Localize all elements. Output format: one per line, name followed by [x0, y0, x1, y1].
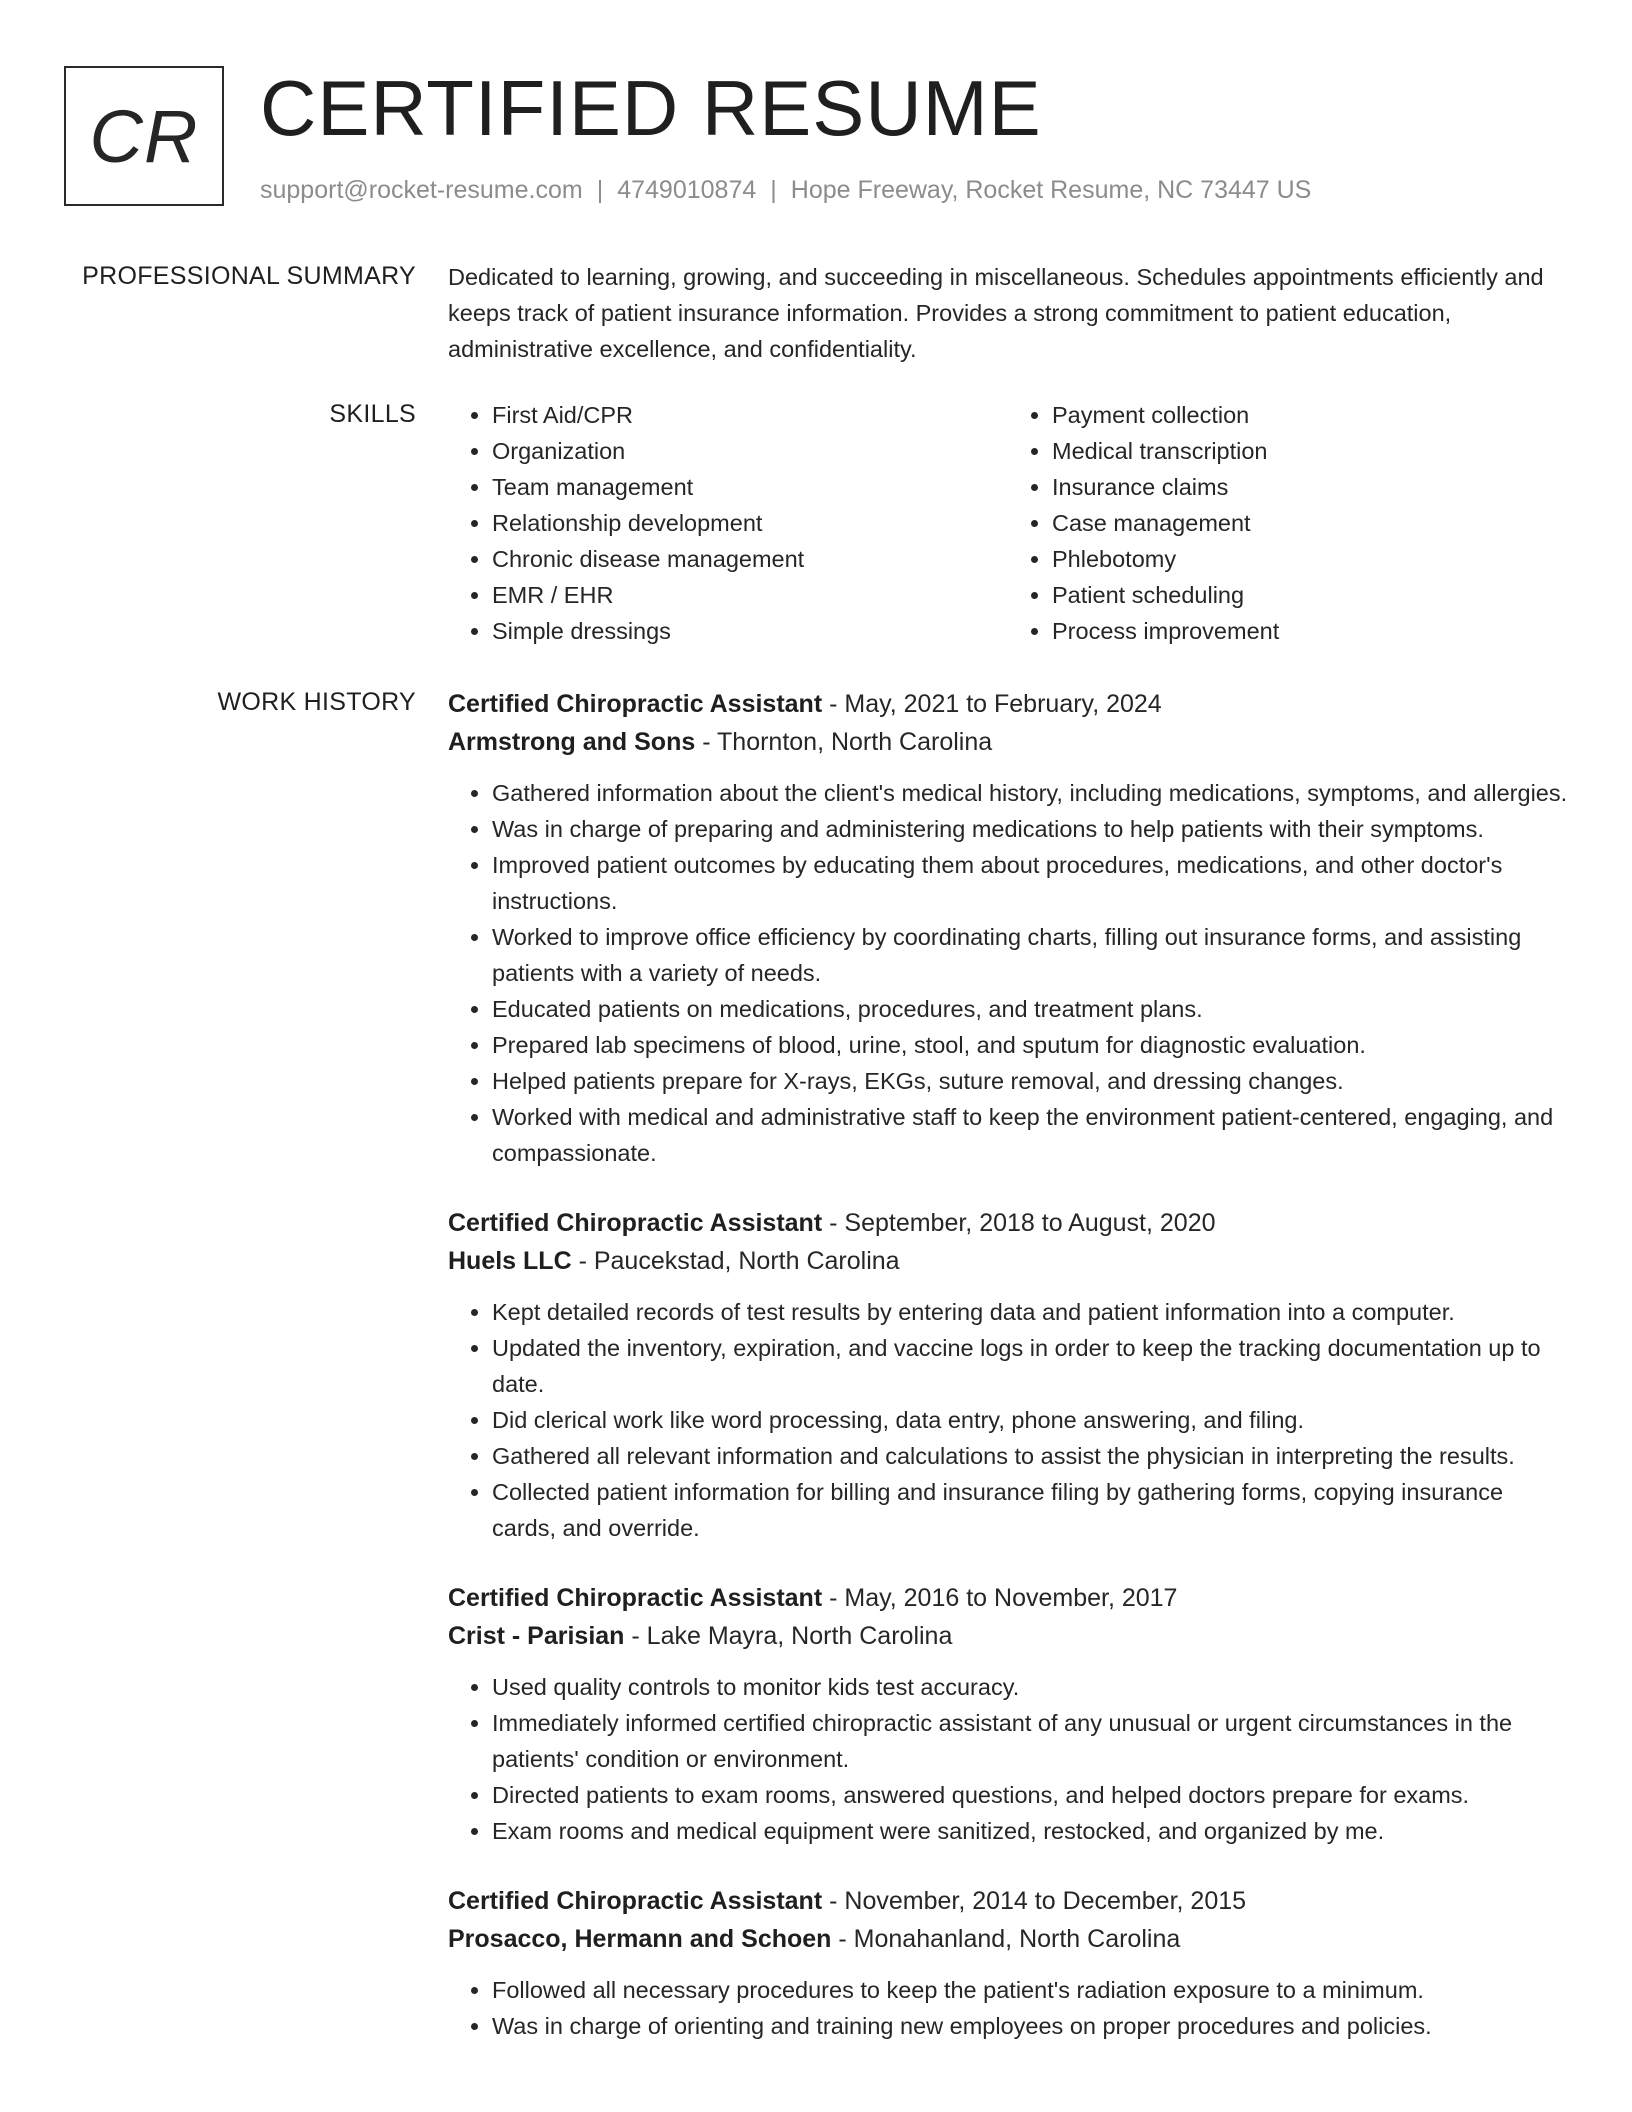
- job-company: Armstrong and Sons: [448, 728, 696, 756]
- job-duty-item: • Helped patients prepare for X-rays, EKGs, suture removal, and dressing changes.: [492, 1063, 1568, 1099]
- contact-separator: |: [770, 176, 777, 204]
- summary-heading: PROFESSIONAL SUMMARY: [82, 262, 416, 290]
- job-title-line: [448, 1882, 1568, 1920]
- skill-item: • Medical transcription: [1052, 433, 1568, 469]
- contact-address: Hope Freeway, Rocket Resume, NC 73447 US: [790, 176, 1312, 204]
- resume-header: [64, 66, 1568, 210]
- job-dates: - November, 2014 to December, 2015: [822, 1887, 1247, 1915]
- skill-item: • Process improvement: [1052, 613, 1568, 649]
- skill-item: • Team management: [492, 469, 1008, 505]
- job-duties-list: [448, 1972, 1568, 2044]
- job-location: - Paucekstad, North Carolina: [571, 1247, 900, 1275]
- job-dates: - September, 2018 to August, 2020: [822, 1209, 1216, 1237]
- monogram-logo: CR: [64, 66, 224, 206]
- job-dates: - May, 2016 to November, 2017: [822, 1584, 1178, 1612]
- job-duty-item: • Directed patients to exam rooms, answered questions, and helped doctors prepare for exams.: [492, 1777, 1568, 1813]
- job-duties-list: [448, 1294, 1568, 1546]
- job-company: Prosacco, Hermann and Schoen: [448, 1925, 832, 1953]
- job-duty-item: • Immediately informed certified chiropractic assistant of any unusual or urgent circumstances in the patients' condition or environment.: [492, 1705, 1568, 1777]
- job-duty-item: • Was in charge of preparing and administering medications to help patients with their symptoms.: [492, 811, 1568, 847]
- skill-item: • Simple dressings: [492, 613, 1008, 649]
- skill-item: • Case management: [1052, 505, 1568, 541]
- job-duty-item: • Used quality controls to monitor kids test accuracy.: [492, 1669, 1568, 1705]
- job-company: Huels LLC: [448, 1247, 572, 1275]
- job-title: Certified Chiropractic Assistant: [448, 1584, 823, 1612]
- job-duty-item: • Collected patient information for billing and insurance filing by gathering forms, copying insurance cards, and override.: [492, 1474, 1568, 1546]
- job-duty-item: • Followed all necessary procedures to keep the patient's radiation exposure to a minimum.: [492, 1972, 1568, 2008]
- contact-line: [260, 174, 1311, 206]
- job-title: Certified Chiropractic Assistant: [448, 1887, 823, 1915]
- job-title-line: [448, 685, 1568, 723]
- job-duty-item: • Worked to improve office efficiency by coordinating charts, filling out insurance forms, and assisting patients with a variety of needs.: [492, 919, 1568, 991]
- skill-item: • EMR / EHR: [492, 577, 1008, 613]
- skill-item: • Phlebotomy: [1052, 541, 1568, 577]
- job-entry: [448, 1204, 1568, 1546]
- skills-body: [448, 397, 1568, 649]
- job-duty-item: • Kept detailed records of test results by entering data and patient information into a computer.: [492, 1294, 1568, 1330]
- job-duty-item: • Was in charge of orienting and training new employees on proper procedures and policies.: [492, 2008, 1568, 2044]
- contact-email[interactable]: support@rocket-resume.com: [260, 176, 583, 204]
- job-duty-item: • Updated the inventory, expiration, and vaccine logs in order to keep the tracking documentation up to date.: [492, 1330, 1568, 1402]
- job-duty-item: • Gathered all relevant information and calculations to assist the physician in interpreting the results.: [492, 1438, 1568, 1474]
- job-duties-list: [448, 775, 1568, 1171]
- work-history-body: [448, 685, 1568, 2077]
- job-duty-item: • Did clerical work like word processing, data entry, phone answering, and filing.: [492, 1402, 1568, 1438]
- skill-item: • Insurance claims: [1052, 469, 1568, 505]
- job-location: - Thornton, North Carolina: [695, 728, 993, 756]
- job-duties-list: [448, 1669, 1568, 1849]
- job-title-line: [448, 1579, 1568, 1617]
- job-entry: [448, 1579, 1568, 1849]
- job-title: Certified Chiropractic Assistant: [448, 690, 823, 718]
- summary-body: [448, 259, 1568, 367]
- skill-item: • First Aid/CPR: [492, 397, 1008, 433]
- skills-list-right: [1008, 397, 1568, 649]
- skills-list-left: [448, 397, 1008, 649]
- job-entry: [448, 685, 1568, 1171]
- job-duty-item: • Prepared lab specimens of blood, urine, stool, and sputum for diagnostic evaluation.: [492, 1027, 1568, 1063]
- job-duty-item: • Improved patient outcomes by educating them about procedures, medications, and other doctor's instructions.: [492, 847, 1568, 919]
- skill-item: • Payment collection: [1052, 397, 1568, 433]
- job-company-line: [448, 1617, 1568, 1655]
- job-title-line: [448, 1204, 1568, 1242]
- job-title: Certified Chiropractic Assistant: [448, 1209, 823, 1237]
- job-duty-item: • Exam rooms and medical equipment were sanitized, restocked, and organized by me.: [492, 1813, 1568, 1849]
- skills-heading: SKILLS: [329, 400, 416, 428]
- contact-phone[interactable]: 4749010874: [617, 176, 757, 204]
- job-location: - Lake Mayra, North Carolina: [624, 1622, 953, 1650]
- job-company-line: [448, 1242, 1568, 1280]
- skill-item: • Patient scheduling: [1052, 577, 1568, 613]
- contact-separator: |: [596, 176, 604, 204]
- summary-text: Dedicated to learning, growing, and succeeding in miscellaneous. Schedules appointments efficiently and keeps track of patient insurance information. Provides a strong commitment to patient education, administrative excellence, and confidentiality.: [448, 264, 1544, 362]
- job-dates: - May, 2021 to February, 2024: [822, 690, 1162, 718]
- skill-item: • Chronic disease management: [492, 541, 1008, 577]
- job-company-line: [448, 723, 1568, 761]
- resume-title: CERTIFIED RESUME: [260, 64, 1042, 152]
- job-company: Crist - Parisian: [448, 1622, 625, 1650]
- job-location: - Monahanland, North Carolina: [831, 1925, 1181, 1953]
- job-entry: [448, 1882, 1568, 2044]
- job-duty-item: • Educated patients on medications, procedures, and treatment plans.: [492, 991, 1568, 1027]
- skill-item: • Organization: [492, 433, 1008, 469]
- skill-item: • Relationship development: [492, 505, 1008, 541]
- job-company-line: [448, 1920, 1568, 1958]
- work-history-heading: WORK HISTORY: [217, 688, 416, 716]
- job-duty-item: • Worked with medical and administrative staff to keep the environment patient-centered, engaging, and compassionate.: [492, 1099, 1568, 1171]
- job-duty-item: • Gathered information about the client's medical history, including medications, symptoms, and allergies.: [492, 775, 1568, 811]
